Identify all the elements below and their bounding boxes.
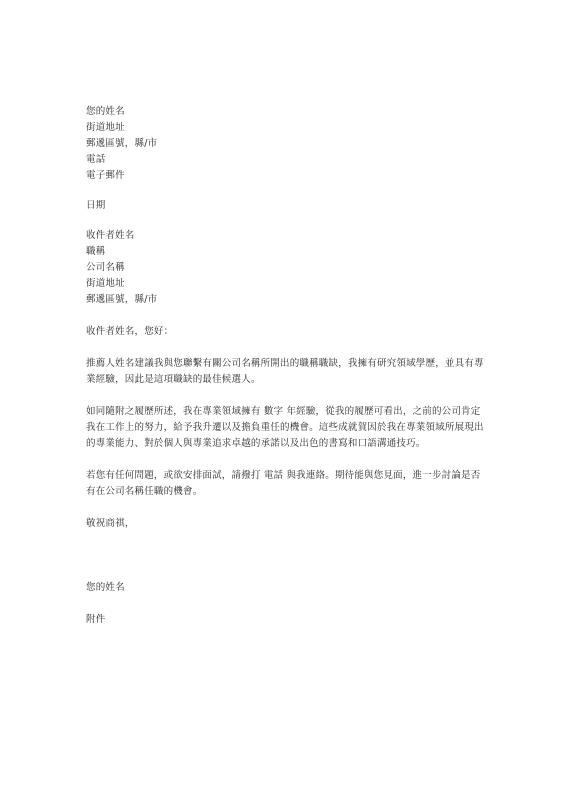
letter-body bbox=[86, 104, 486, 628]
salutation: 收件者姓名，您好： bbox=[86, 326, 174, 337]
spacer bbox=[86, 388, 486, 404]
letter-date: 日期 bbox=[86, 200, 106, 211]
recipient-title: 職稱 bbox=[86, 246, 106, 257]
recipient-company: 公司名稱 bbox=[86, 262, 125, 273]
signature-name: 您的姓名 bbox=[86, 582, 125, 593]
spacer bbox=[86, 214, 486, 228]
spacer bbox=[86, 308, 486, 324]
sender-postal-city: 郵遞區號，縣/市 bbox=[86, 138, 158, 149]
spacer bbox=[86, 452, 486, 468]
sender-phone: 電話 bbox=[86, 154, 106, 165]
spacer bbox=[86, 184, 486, 198]
spacer bbox=[86, 596, 486, 612]
sender-email: 電子郵件 bbox=[86, 170, 125, 181]
signature-space bbox=[86, 532, 486, 580]
recipient-postal-city: 郵遞區號，縣/市 bbox=[86, 294, 158, 305]
enclosure: 附件 bbox=[86, 614, 106, 625]
recipient-street: 街道地址 bbox=[86, 278, 125, 289]
body-paragraph-2: 如同隨附之履歷所述，我在專業領域擁有 數字 年經驗，從我的履歷可看出，之前的公司肯定我在工作上的努力，給予我升遷以及擔負重任的機會。這些成就賀因於我在專業領域所展現出的專業能力、對於個人與專業追求卓越的承諾以及出色的書寫和口語溝通技巧。 bbox=[86, 406, 484, 449]
sender-street: 街道地址 bbox=[86, 122, 125, 133]
recipient-name: 收件者姓名 bbox=[86, 230, 135, 241]
spacer bbox=[86, 500, 486, 516]
spacer bbox=[86, 340, 486, 356]
body-paragraph-3: 若您有任何問題，或欲安排面試，請撥打 電話 與我連絡。期待能與您見面，進一步討論是否有在公司名稱任職的機會。 bbox=[86, 470, 481, 497]
body-paragraph-1: 推薦人姓名建議我與您聯繫有關公司名稱所開出的職稱職缺，我擁有研究領域學歷，並具有專業經驗，因此是這項職缺的最佳候選人。 bbox=[86, 358, 484, 385]
closing: 敬祝商祺， bbox=[86, 518, 135, 529]
sender-name: 您的姓名 bbox=[86, 106, 125, 117]
